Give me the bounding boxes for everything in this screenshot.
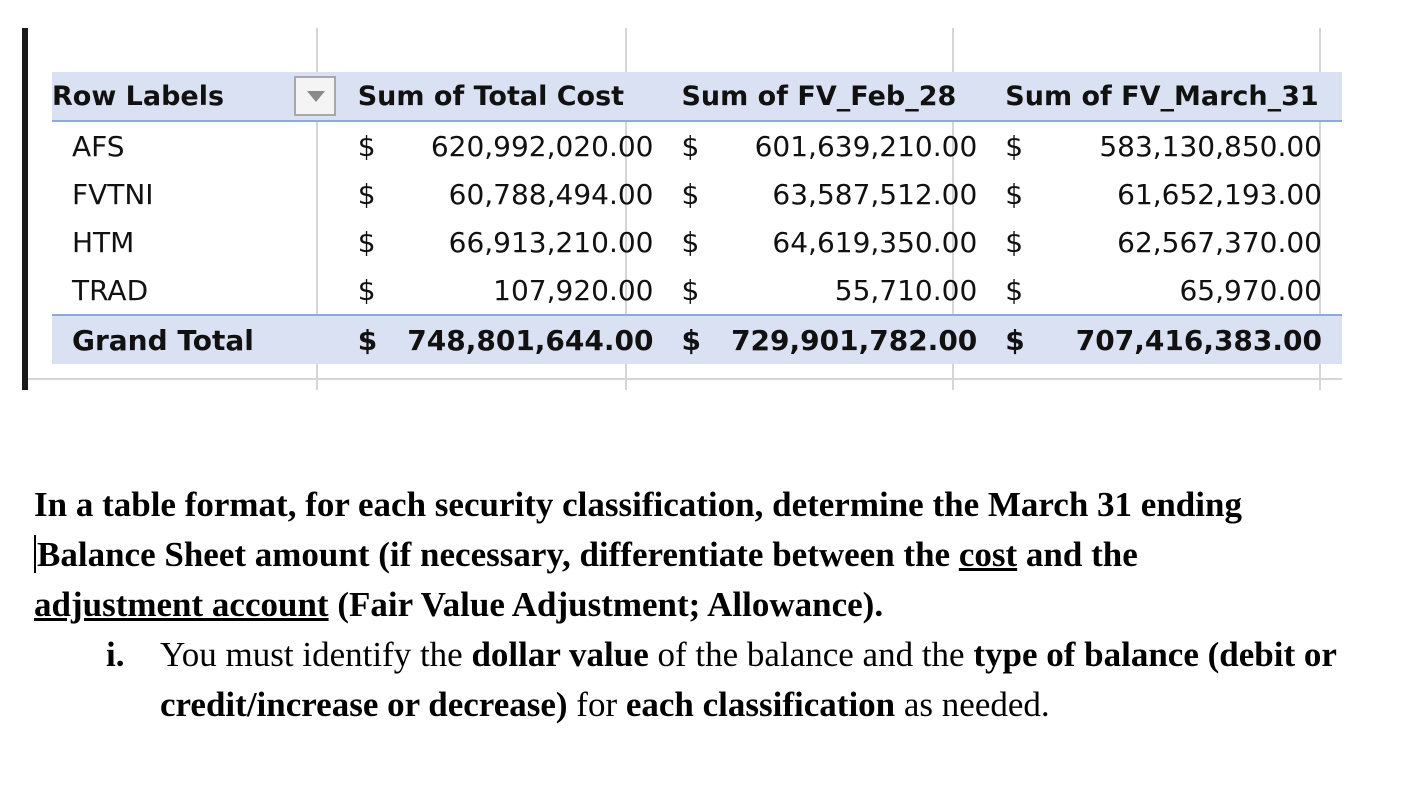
sub-text: for: [567, 685, 626, 724]
currency-symbol: $: [357, 177, 376, 211]
sub-text: You must identify the: [160, 635, 472, 674]
question-line-2: Balance Sheet amount (if necessary, differentiate between the: [37, 535, 959, 574]
question-instruction[interactable]: [34, 480, 1404, 630]
row-label[interactable]: FVTNI: [72, 177, 154, 211]
cell-value: 707,416,383.00: [1075, 323, 1322, 357]
table-row[interactable]: [52, 218, 1342, 266]
cell-value: 65,970.00: [1179, 273, 1322, 307]
question-line-2-end: and the: [1017, 535, 1138, 574]
fv-feb-28-cell[interactable]: [673, 170, 997, 218]
cell-value: 61,652,193.00: [1117, 177, 1322, 211]
sub-text: of the balance and the: [648, 635, 974, 674]
table-row[interactable]: [52, 170, 1342, 218]
grand-total-fv-feb-28-cell[interactable]: [673, 315, 997, 364]
cell-value: 64,619,350.00: [772, 225, 978, 259]
total-cost-cell[interactable]: [350, 170, 674, 218]
row-label[interactable]: TRAD: [72, 273, 149, 307]
grand-total-label[interactable]: Grand Total: [72, 323, 254, 357]
fv-march-31-cell[interactable]: [997, 121, 1342, 170]
cell-value: 63,587,512.00: [772, 177, 978, 211]
currency-symbol: $: [357, 129, 376, 163]
cell-value: 748,801,644.00: [407, 323, 654, 357]
text-cursor: [34, 535, 36, 573]
sub-text: as needed.: [895, 685, 1050, 724]
sub-text-bold: dollar value: [471, 635, 649, 674]
fv-feb-28-cell[interactable]: [673, 218, 997, 266]
sum-total-cost-header[interactable]: Sum of Total Cost: [357, 80, 625, 112]
row-label[interactable]: HTM: [72, 225, 135, 259]
pivot-header-row: [52, 72, 1342, 121]
sum-fv-feb-28-header[interactable]: Sum of FV_Feb_28: [681, 80, 957, 112]
currency-symbol: $: [681, 177, 700, 211]
question-line-3: (Fair Value Adjustment; Allowance).: [328, 585, 884, 624]
fv-feb-28-cell[interactable]: [673, 121, 997, 170]
fv-feb-28-cell[interactable]: [673, 266, 997, 315]
grand-total-fv-march-31-cell[interactable]: [997, 315, 1342, 364]
currency-symbol: $: [1005, 225, 1024, 259]
filter-dropdown-icon[interactable]: [294, 76, 336, 116]
currency-symbol: $: [1005, 323, 1025, 357]
cell-value: 60,788,494.00: [448, 177, 654, 211]
cell-value: 62,567,370.00: [1117, 225, 1322, 259]
table-row[interactable]: [52, 121, 1342, 170]
sub-question-number: i.: [106, 635, 125, 674]
cell-value: 620,992,020.00: [430, 129, 654, 163]
fv-march-31-cell[interactable]: [997, 218, 1342, 266]
row-labels-text: Row Labels: [52, 80, 225, 112]
currency-symbol: $: [681, 323, 701, 357]
table-row[interactable]: [52, 266, 1342, 315]
currency-symbol: $: [681, 273, 700, 307]
currency-symbol: $: [1005, 129, 1024, 163]
total-cost-cell[interactable]: [350, 121, 674, 170]
cost-underlined: cost: [958, 535, 1018, 574]
sum-fv-march-31-header[interactable]: Sum of FV_March_31: [1005, 80, 1319, 112]
question-text: [34, 480, 1404, 730]
pivot-table: [52, 72, 1342, 364]
currency-symbol: $: [1005, 273, 1024, 307]
cell-value: 55,710.00: [834, 273, 978, 307]
cell-value: 601,639,210.00: [754, 129, 978, 163]
cell-value: 107,920.00: [493, 273, 654, 307]
grand-total-row[interactable]: [52, 315, 1342, 364]
adjustment-account-underlined: adjustment account: [34, 585, 329, 624]
row-labels-header[interactable]: [52, 72, 350, 121]
sheet-left-border: [22, 28, 28, 390]
currency-symbol: $: [357, 323, 378, 357]
grand-total-cost-cell[interactable]: [350, 315, 674, 364]
currency-symbol: $: [1005, 177, 1024, 211]
fv-march-31-cell[interactable]: [997, 266, 1342, 315]
currency-symbol: $: [681, 225, 700, 259]
currency-symbol: $: [357, 225, 376, 259]
total-cost-cell[interactable]: [350, 218, 674, 266]
sub-text-bold: each classification: [625, 685, 896, 724]
question-line-1: In a table format, for each security classification, determine the March 31 ending: [34, 485, 1242, 524]
currency-symbol: $: [681, 129, 700, 163]
cell-value: 729,901,782.00: [731, 323, 978, 357]
row-gridline: [28, 378, 1342, 380]
sub-text-bold: type of balance (debit or credit/increase or decrease): [160, 635, 1337, 724]
cell-value: 583,130,850.00: [1099, 129, 1322, 163]
row-label[interactable]: AFS: [72, 129, 125, 163]
currency-symbol: $: [357, 273, 376, 307]
fv-march-31-cell[interactable]: [997, 170, 1342, 218]
spreadsheet-area: [22, 28, 1342, 390]
cell-value: 66,913,210.00: [448, 225, 654, 259]
total-cost-cell[interactable]: [350, 266, 674, 315]
sub-question-i[interactable]: [34, 630, 1404, 730]
